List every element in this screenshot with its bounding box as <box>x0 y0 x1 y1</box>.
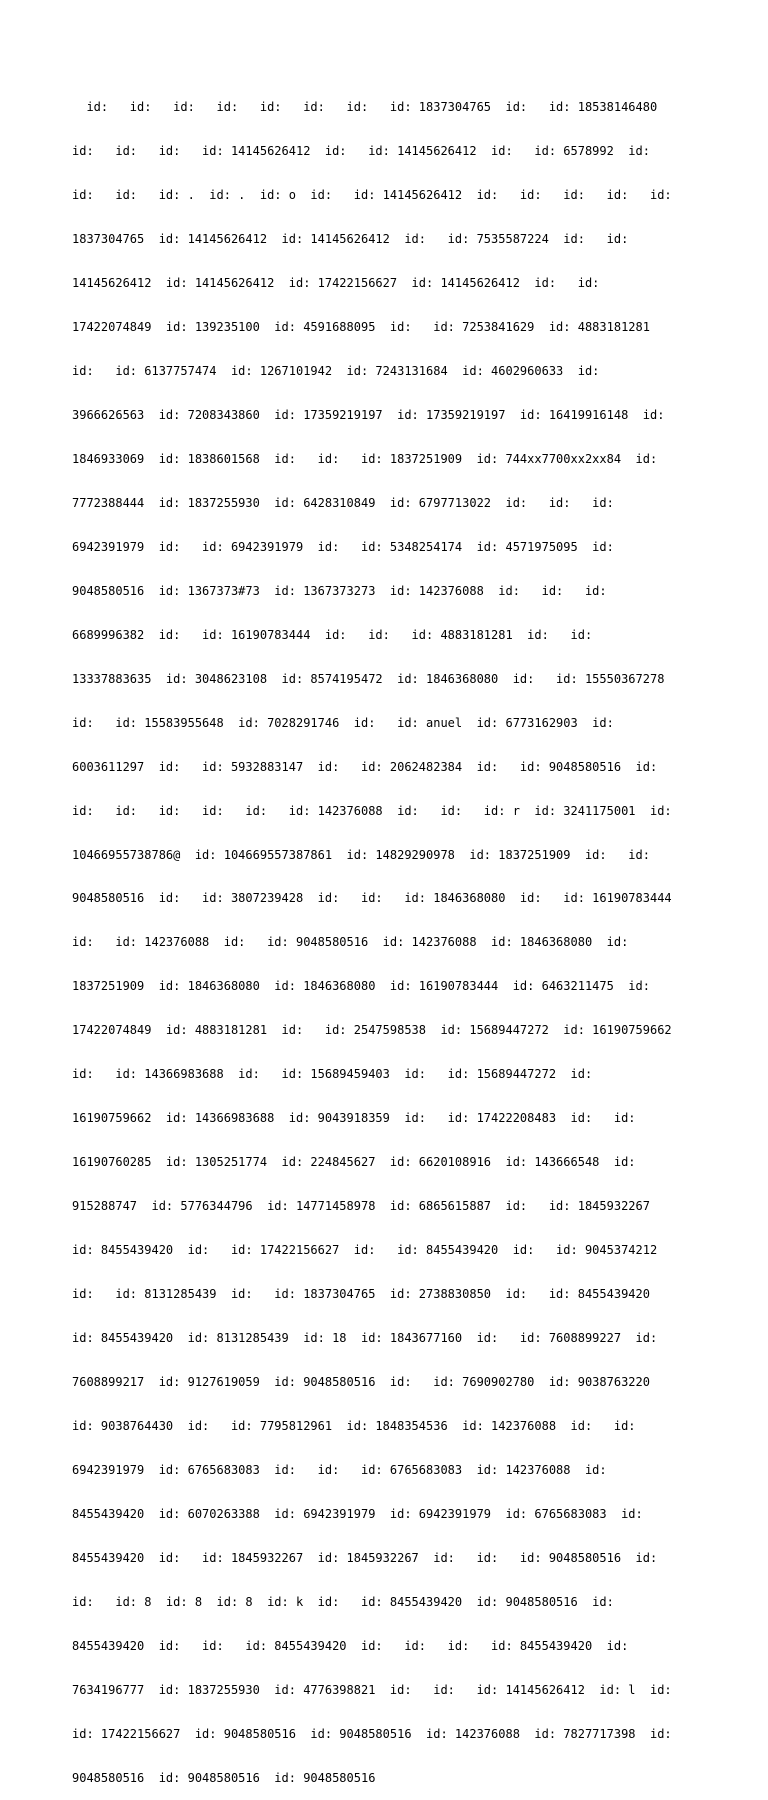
text-line: 7772388444 id: 1837255930 id: 6428310849 id: 6797713022 id: id: id: <box>72 495 614 510</box>
text-line: 7608899217 id: 9127619059 id: 9048580516 id: id: 7690902780 id: 9038763220 <box>72 1374 650 1389</box>
text-line: 9048580516 id: 9048580516 id: 9048580516 <box>72 1770 376 1785</box>
text-line: 1846933069 id: 1838601568 id: id: id: 1837251909 id: 744xx7700xx2xx84 id: <box>72 451 658 466</box>
text-line: id: 9038764430 id: id: 7795812961 id: 1848354536 id: 142376088 id: id: <box>72 1418 636 1433</box>
text-line: 10466955738786@ id: 104669557387861 id: 14829290978 id: 1837251909 id: id: <box>72 847 650 862</box>
text-line: id: id: 8 id: 8 id: 8 id: k id: id: 8455439420 id: 9048580516 id: <box>72 1594 614 1609</box>
text-line: id: id: id: id: id: id: 142376088 id: id: id: r id: 3241175001 id: <box>72 803 672 818</box>
text-line: id: id: 142376088 id: id: 9048580516 id: 142376088 id: 1846368080 id: <box>72 935 629 950</box>
text-line: 17422074849 id: 4883181281 id: id: 2547598538 id: 15689447272 id: 16190759662 <box>72 1023 672 1038</box>
text-line: id: 8455439420 id: 8131285439 id: 18 id: 1843677160 id: id: 7608899227 id: <box>72 1331 658 1345</box>
text-line: 1837251909 id: 1846368080 id: 1846368080 id: 16190783444 id: 6463211475 id: <box>72 979 650 994</box>
text-line: 16190759662 id: 14366983688 id: 9043918359 id: id: 17422208483 id: id: <box>72 1111 636 1126</box>
text-line: 3966626563 id: 7208343860 id: 17359219197 id: 17359219197 id: 16419916148 id: <box>72 407 665 422</box>
text-line: 8455439420 id: 6070263388 id: 6942391979 id: 6942391979 id: 6765683083 id: <box>72 1506 643 1521</box>
text-line: id: id: id: id: 14145626412 id: id: 14145626412 id: id: 6578992 id: <box>72 144 650 159</box>
text-line: id: id: 8131285439 id: id: 1837304765 id: 2738830850 id: id: 8455439420 <box>72 1287 650 1302</box>
text-line: 13337883635 id: 3048623108 id: 8574195472 id: 1846368080 id: id: 15550367278 <box>72 671 665 686</box>
text-line: 9048580516 id: id: 3807239428 id: id: id: 1846368080 id: id: 16190783444 <box>72 891 672 906</box>
text-line: 1837304765 id: 14145626412 id: 14145626412 id: id: 7535587224 id: id: <box>72 232 629 247</box>
text-line: 6942391979 id: id: 6942391979 id: id: 5348254174 id: 4571975095 id: <box>72 539 614 554</box>
text-line: 17422074849 id: 139235100 id: 4591688095 id: id: 7253841629 id: 4883181281 <box>72 320 650 335</box>
text-line: 6942391979 id: 6765683083 id: id: id: 6765683083 id: 142376088 id: <box>72 1462 607 1477</box>
text-line: id: id: 15583955648 id: 7028291746 id: id: anuel id: 6773162903 id: <box>72 715 614 730</box>
text-line: id: 17422156627 id: 9048580516 id: 9048580516 id: 142376088 id: 7827717398 id: <box>72 1726 672 1741</box>
text-line: id: id: 14366983688 id: id: 15689459403 id: id: 15689447272 id: <box>72 1067 593 1082</box>
text-line: 7634196777 id: 1837255930 id: 4776398821 id: id: id: 14145626412 id: l id: <box>72 1682 672 1697</box>
text-line: id: 8455439420 id: id: 17422156627 id: id: 8455439420 id: id: 9045374212 <box>72 1243 658 1258</box>
text-line: 6003611297 id: id: 5932883147 id: id: 2062482384 id: id: 9048580516 id: <box>72 759 658 774</box>
text-line: id: id: 6137757474 id: 1267101942 id: 7243131684 id: 4602960633 id: <box>72 364 600 379</box>
text-line: 14145626412 id: 14145626412 id: 17422156627 id: 14145626412 id: id: <box>72 276 600 291</box>
text-line: id: id: id: . id: . id: o id: id: 14145626412 id: id: id: id: id: <box>72 188 672 203</box>
document-body <box>72 71 700 1800</box>
text-line: 16190760285 id: 1305251774 id: 224845627 id: 6620108916 id: 143666548 id: <box>72 1155 636 1170</box>
text-line: 8455439420 id: id: 1845932267 id: 1845932267 id: id: id: 9048580516 id: <box>72 1550 658 1565</box>
text-line: 915288747 id: 5776344796 id: 14771458978 id: 6865615887 id: id: 1845932267 <box>72 1199 650 1214</box>
text-line: 8455439420 id: id: id: 8455439420 id: id: id: id: 8455439420 id: <box>72 1638 629 1653</box>
text-line: 6689996382 id: id: 16190783444 id: id: id: 4883181281 id: id: <box>72 627 593 642</box>
text-line: 9048580516 id: 1367373#73 id: 1367373273 id: 142376088 id: id: id: <box>72 583 607 598</box>
text-line: id: id: id: id: id: id: id: id: 1837304765 id: id: 18538146480 <box>72 100 658 115</box>
